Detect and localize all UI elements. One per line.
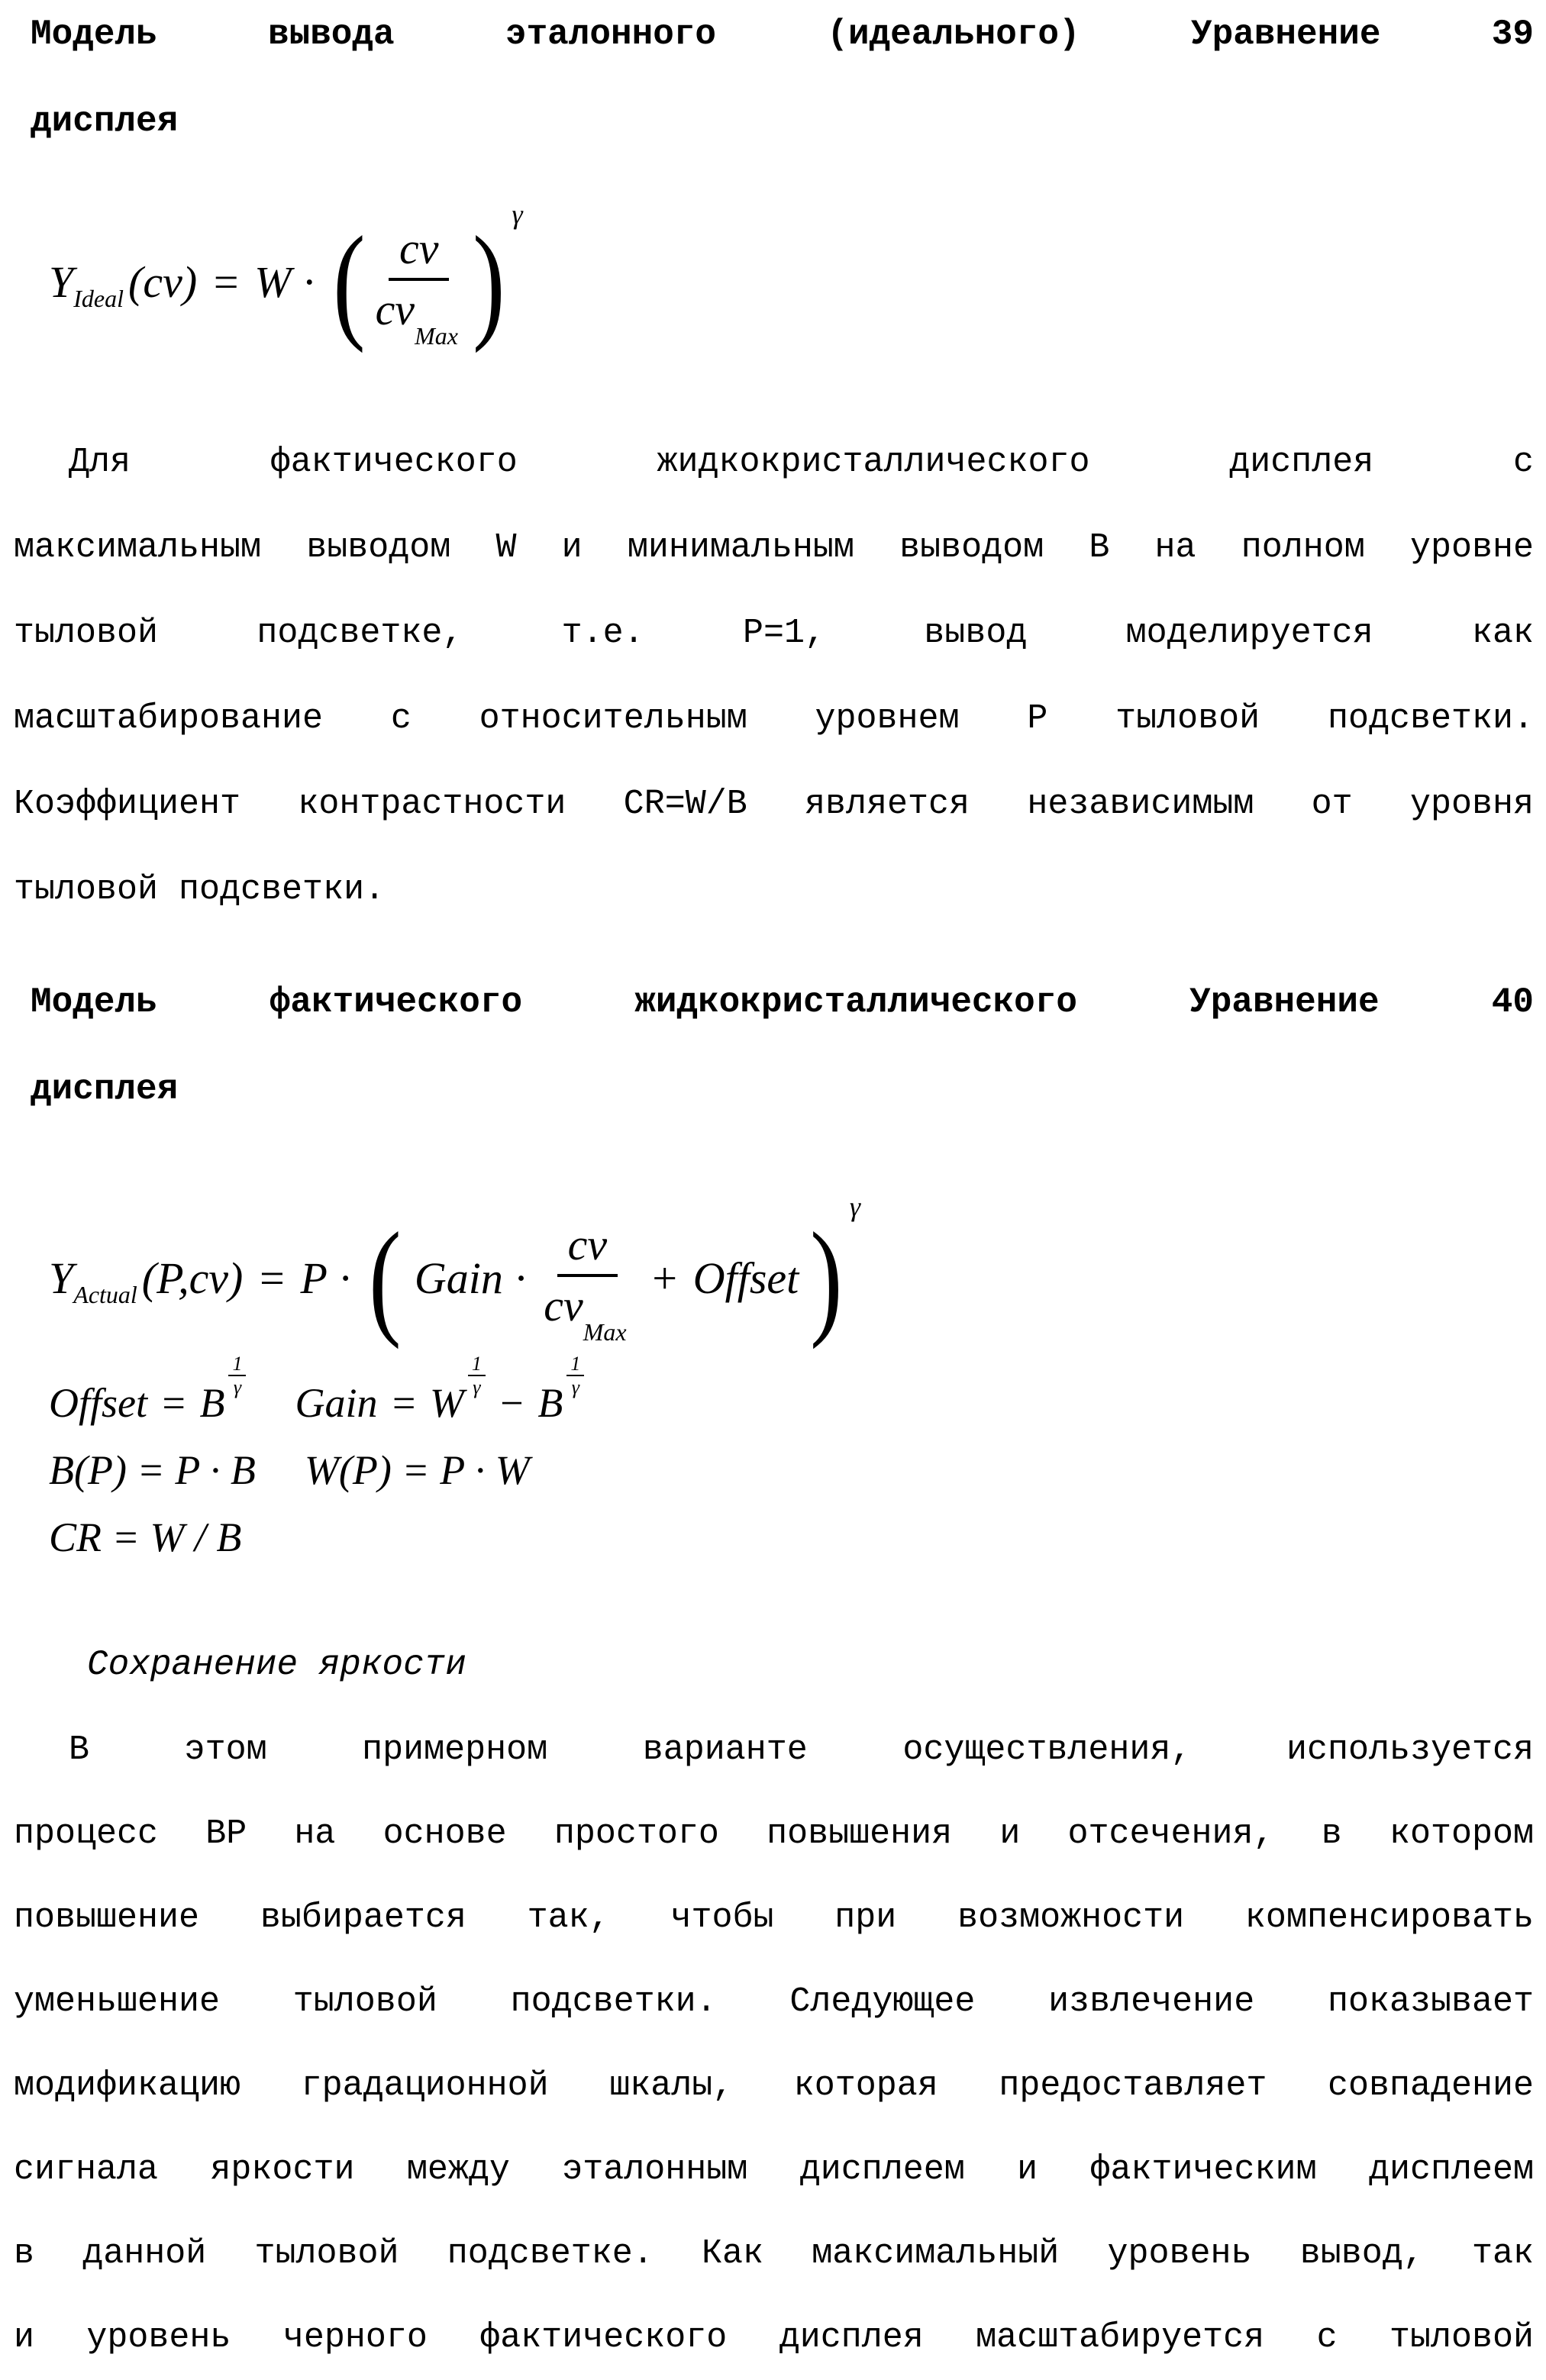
offset-label: Offset	[49, 1380, 147, 1426]
paragraph-2-line-6: сигнала яркости между эталонным дисплеем и фактическим дисплеем	[14, 2150, 1534, 2189]
paragraph-1-line-6: тыловой подсветки.	[14, 870, 386, 909]
eq40-lhs-base: Y	[49, 1253, 74, 1303]
eq39-close-paren: )	[473, 209, 505, 353]
gain-first-exponent	[468, 1353, 486, 1398]
offset-exponent-fraction	[228, 1353, 246, 1398]
equation-39	[49, 194, 1534, 369]
eq40-multiply-dot-2: ·	[513, 1253, 529, 1303]
eq40-coefficient: P	[300, 1253, 328, 1303]
eq39-fraction	[375, 223, 463, 350]
paragraph-2-line-4: уменьшение тыловой подсветки. Следующее извлечение показывает	[14, 1982, 1534, 2021]
eq40-equals: =	[257, 1253, 287, 1303]
paragraph-1-line-1: Для фактического жидкокристаллического дисплея с	[69, 443, 1534, 482]
eq40-plus: +	[649, 1253, 679, 1303]
offset-equals: =	[160, 1380, 188, 1426]
paragraph-2-line-3: повышение выбирается так, чтобы при возможности компенсировать	[14, 1898, 1534, 1937]
paragraph-2-line-7: в данной тыловой подсветке. Как максимальный уровень вывод, так	[14, 2234, 1534, 2273]
section2-heading-row	[14, 979, 1534, 1026]
section2-heading-line2: дисплея	[31, 1069, 179, 1109]
eq39-denominator-subscript: Max	[415, 322, 458, 350]
section1-heading-row	[14, 11, 1534, 58]
offset-value-base: B	[199, 1380, 225, 1426]
paragraph-1-line-3: тыловой подсветке, т.е. P=1, вывод моделируется как	[14, 614, 1534, 653]
eq40-denominator-subscript: Max	[583, 1318, 627, 1346]
eq39-gamma-exponent: γ	[512, 199, 523, 230]
black-level-equation: B(P) = P · B	[49, 1447, 256, 1493]
equation-39-label: Уравнение 39	[1190, 15, 1534, 54]
paragraph-1-line-2: максимальным выводом W и минимальным выводом B на полном уровне	[14, 528, 1534, 567]
eq39-fraction-denominator	[375, 281, 463, 350]
exponent-denominator: γ	[233, 1376, 242, 1398]
eq39-multiply-dot: ·	[302, 256, 317, 307]
gain-second-exponent	[566, 1353, 584, 1398]
paragraph-2-line-1: В этом примерном варианте осуществления, используется	[69, 1730, 1534, 1769]
equation-40-offset-gain-line	[49, 1352, 1534, 1437]
eq40-denominator-base: cv	[544, 1280, 583, 1330]
eq40-fraction-numerator: cv	[557, 1221, 618, 1277]
eq40-gain-term: Gain	[414, 1253, 503, 1303]
section1-heading-text: Модель вывода эталонного (идеального)	[31, 15, 1080, 54]
eq40-lhs-subscript: Actual	[73, 1280, 137, 1308]
eq39-coefficient: W	[254, 256, 292, 307]
eq39-lhs-subscript: Ideal	[73, 284, 124, 312]
eq40-open-paren: (	[369, 1205, 402, 1350]
brightness-preservation-subheading: Сохранение яркости	[87, 1645, 466, 1685]
equation-40-main	[49, 1186, 1534, 1369]
eq40-fraction-denominator	[544, 1277, 631, 1346]
contrast-ratio-equation: CR = W / B	[49, 1514, 242, 1560]
section1-heading-line2: дисплея	[31, 102, 179, 141]
eq40-close-paren: )	[810, 1205, 843, 1350]
eq40-multiply-dot: ·	[337, 1253, 353, 1303]
eq39-denominator-base: cv	[375, 284, 415, 334]
exponent-denominator: γ	[571, 1376, 579, 1398]
section2-heading-text: Модель фактического жидкокристаллического	[31, 982, 1077, 1022]
gain-first-term: W	[429, 1380, 464, 1426]
gain-label: Gain	[295, 1380, 378, 1426]
equation-40-scaling-line	[49, 1437, 1534, 1504]
paragraph-2-line-2: процесс BP на основе простого повышения и отсечения, в котором	[14, 1814, 1534, 1853]
exponent-denominator: γ	[473, 1376, 481, 1398]
exponent-numerator: 1	[566, 1353, 584, 1376]
eq39-equals: =	[211, 256, 241, 307]
eq40-lhs-args: (P,cv)	[141, 1253, 244, 1303]
paragraph-1	[14, 420, 1534, 933]
exponent-numerator: 1	[228, 1353, 246, 1376]
paragraph-1-line-4: масштабирование с относительным уровнем P тыловой подсветки.	[14, 699, 1534, 738]
exponent-numerator: 1	[468, 1353, 486, 1376]
paragraph-1-line-5: Коэффициент контрастности CR=W/B является независимым от уровня	[14, 785, 1534, 824]
paragraph-2-line-5: модификацию градационной шкалы, которая предоставляет совпадение	[14, 2066, 1534, 2105]
eq39-lhs-base: Y	[49, 256, 74, 307]
gain-minus: −	[497, 1380, 526, 1426]
equation-40-label: Уравнение 40	[1189, 982, 1534, 1022]
gain-second-term: B	[537, 1380, 563, 1426]
eq40-offset-term: Offset	[692, 1253, 799, 1303]
eq40-gamma-exponent: γ	[849, 1192, 861, 1222]
gain-equals: =	[389, 1380, 418, 1426]
paragraph-2-line-8: и уровень черного фактического дисплея масштабируется с тыловой	[14, 2318, 1534, 2357]
eq39-fraction-numerator: cv	[389, 224, 450, 281]
eq39-open-paren: (	[333, 209, 366, 353]
paragraph-2	[14, 1708, 1534, 2380]
white-level-equation: W(P) = P · W	[304, 1447, 530, 1493]
equation-40-contrast-line	[49, 1504, 1534, 1571]
eq39-lhs-args: (cv)	[128, 256, 198, 307]
eq40-fraction	[544, 1219, 631, 1346]
